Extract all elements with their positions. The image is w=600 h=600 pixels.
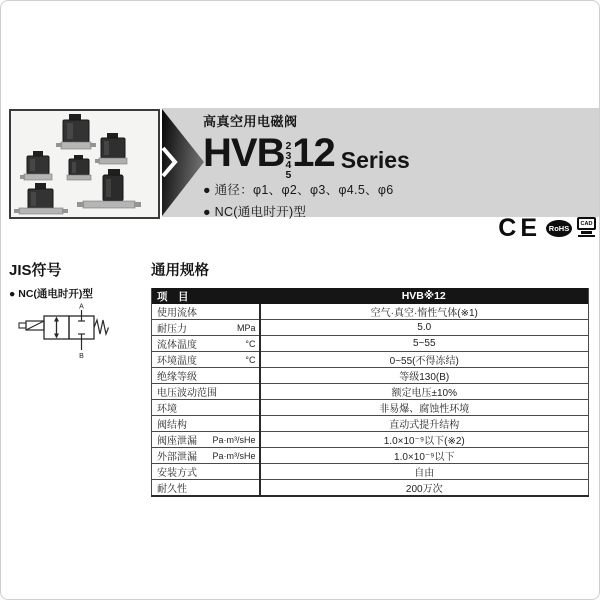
spec-row-insulation: [152, 368, 589, 384]
product-photo-frame: [9, 109, 160, 219]
spec-row-ambient-temp: [152, 352, 589, 368]
spec-unit: Pa·m³/sHe: [212, 450, 256, 461]
col-header-model: HVB※12: [260, 288, 589, 304]
spec-value: 空气·真空·惰性气体(※1): [260, 304, 589, 320]
model-size-stack: [285, 142, 291, 180]
spec-item-label: 阀结构: [157, 420, 187, 431]
spec-unit: °C: [245, 354, 256, 365]
spec-unit: °C: [245, 338, 256, 349]
spec-row-fluid: [152, 304, 589, 320]
rohs-badge-icon: [546, 220, 572, 237]
header-arrow-icon: [162, 108, 208, 217]
stack-digit: 2: [285, 140, 292, 152]
spec-value: 非易爆、腐蚀性环境: [260, 400, 589, 416]
spec-item-label: 耐压力: [157, 324, 187, 335]
spec-row-external-leakage: [152, 448, 589, 464]
spec-value: 0~55(不得冻结): [260, 352, 589, 368]
ce-mark-icon: CE: [498, 214, 541, 242]
spec-item-label: 外部泄漏: [157, 452, 197, 463]
spec-item-label: 阀座泄漏: [157, 436, 197, 447]
certification-marks: [498, 215, 596, 241]
spec-row-proof-pressure: [152, 320, 589, 336]
title-block: [203, 111, 583, 220]
stack-digit: 3: [285, 149, 292, 162]
jis-valve-symbol: [9, 303, 119, 361]
series-word: Series: [340, 147, 410, 173]
cad-label: CAD: [580, 220, 593, 227]
jis-section-title: JIS符号: [9, 262, 62, 279]
spec-value: 自由: [260, 464, 589, 480]
spec-item-label: 绝缘等级: [157, 372, 197, 383]
spec-value: 额定电压±10%: [260, 384, 589, 400]
spec-item-label: 使用流体: [157, 308, 197, 319]
spec-row-voltage-fluctuation: [152, 384, 589, 400]
spec-row-environment: [152, 400, 589, 416]
spec-row-mounting: [152, 464, 589, 480]
model-prefix: HVB: [203, 131, 285, 175]
rohs-label: RoHS: [548, 223, 570, 233]
general-specs-section: [151, 259, 589, 497]
spec-item-label: 环境: [157, 404, 177, 415]
spec-item-label: 环境温度: [157, 356, 197, 367]
spec-item-label: 耐久性: [157, 484, 187, 495]
stack-digit: 5: [285, 168, 292, 181]
specs-section-title: 通用规格: [151, 263, 209, 279]
spec-value: 200万次: [260, 480, 589, 497]
cad-monitor-icon: [577, 217, 596, 239]
spec-row-fluid-temp: [152, 336, 589, 352]
spec-item-label: 安装方式: [157, 468, 197, 479]
port-b-label: B: [79, 353, 84, 360]
jis-type-label: ● NC(通电时开)型: [9, 288, 93, 300]
spec-value: 直动式提升结构: [260, 416, 589, 432]
jis-symbol-section: [9, 259, 144, 366]
port-a-label: A: [79, 303, 84, 311]
spec-value: 等级130(B): [260, 368, 589, 384]
series-name: [203, 131, 583, 181]
spec-row-valve-construction: [152, 416, 589, 432]
spec-value: 1.0×10⁻⁹以下: [260, 448, 589, 464]
spec-unit: Pa·m³/sHe: [212, 434, 256, 445]
spec-row-durability: [152, 480, 589, 497]
stack-digit: 4: [285, 159, 292, 171]
feature-bullet-bore-sizes: ● 通径：φ1、φ2、φ3、φ4.5、φ6: [203, 183, 394, 197]
feature-bullet-nc-type: ● NC(通电时开)型: [203, 205, 307, 219]
specs-table: [151, 288, 589, 497]
spec-item-label: 电压波动范围: [157, 388, 217, 399]
spec-value: 1.0×10⁻⁹以下(※2): [260, 432, 589, 448]
product-photo-illustration: [11, 111, 158, 217]
model-suffix: 12: [292, 131, 335, 175]
series-subtitle: 高真空用电磁阀: [203, 114, 298, 129]
specs-header-row: [152, 288, 589, 304]
spec-row-seat-leakage: [152, 432, 589, 448]
spec-value: 5.0: [260, 320, 589, 336]
spec-item-label: 流体温度: [157, 340, 197, 351]
series-header: [162, 108, 600, 217]
spec-value: 5~55: [260, 336, 589, 352]
col-header-item: 项 目: [152, 288, 260, 304]
spec-unit: MPa: [236, 322, 256, 333]
